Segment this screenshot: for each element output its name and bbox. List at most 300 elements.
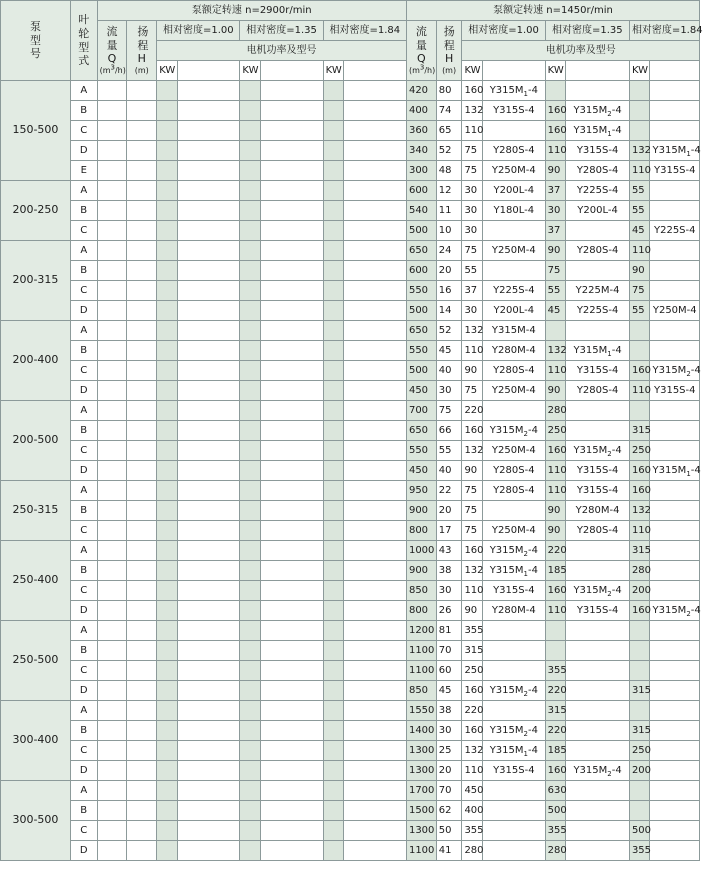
kw-2900-d100-cell	[157, 841, 178, 861]
motor-2900-d100-cell	[177, 521, 240, 541]
head-label: 扬程H	[443, 24, 455, 66]
head-cell: 11	[436, 201, 462, 221]
head-2900-cell	[127, 621, 157, 641]
motor-d135-cell: $Y315M_2-4$	[566, 761, 630, 781]
kw-d135-cell: 280	[545, 401, 566, 421]
flow-cell: 1100	[406, 841, 436, 861]
motor-d100-cell	[482, 661, 545, 681]
impeller-type-cell: A	[70, 401, 97, 421]
head-2900-cell	[127, 301, 157, 321]
motor-2900-d135-cell	[260, 541, 323, 561]
flow-cell: 1550	[406, 701, 436, 721]
motor-d135-cell	[566, 821, 630, 841]
motor-2900-d135-cell	[260, 661, 323, 681]
motor-d184-cell	[650, 341, 700, 361]
motor-2900-d184-cell	[344, 701, 407, 721]
motor-d100-cell: Y280M-4	[482, 601, 545, 621]
flow-cell: 450	[406, 381, 436, 401]
motor-d100-cell: Y250M-4	[482, 241, 545, 261]
flow-unit	[99, 63, 126, 76]
motor-d100-cell: Y280M-4	[482, 341, 545, 361]
motor-d135-cell: Y315S-4	[566, 461, 630, 481]
table-row	[1, 121, 700, 141]
motor-d184-cell	[650, 821, 700, 841]
motor-2900-d100-cell	[177, 741, 240, 761]
kw-2900-d100-cell	[157, 721, 178, 741]
impeller-type-cell: A	[70, 241, 97, 261]
motor-2900-d184-cell	[344, 281, 407, 301]
flow-cell: 500	[406, 361, 436, 381]
kw-2900-d184-cell	[323, 781, 344, 801]
motor-d184-cell	[650, 481, 700, 501]
kw-d135-cell: 315	[545, 701, 566, 721]
flow-2900-cell	[97, 701, 127, 721]
head-cell: 60	[436, 661, 462, 681]
kw-d135-cell: 185	[545, 741, 566, 761]
kw-2900-d100-cell	[157, 661, 178, 681]
motor-d184-cell	[650, 621, 700, 641]
pump-model-cell: 300-500	[1, 781, 71, 861]
density-100-header-1450: 相对密度=1.00	[462, 21, 545, 41]
head-2900-cell	[127, 261, 157, 281]
head-cell: 26	[436, 601, 462, 621]
kw-2900-d100-cell	[157, 401, 178, 421]
kw-d184-cell: 75	[629, 281, 650, 301]
kw-d135-cell: 90	[545, 241, 566, 261]
model-header-blank	[482, 61, 545, 81]
kw-d135-cell: 110	[545, 601, 566, 621]
kw-2900-d184-cell	[323, 421, 344, 441]
motor-d184-cell	[650, 741, 700, 761]
motor-d184-cell: $Y315M_2-4$	[650, 601, 700, 621]
head-2900-cell	[127, 81, 157, 101]
kw-2900-d184-cell	[323, 681, 344, 701]
motor-2900-d184-cell	[344, 541, 407, 561]
head-2900-cell	[127, 601, 157, 621]
kw-2900-d100-cell	[157, 161, 178, 181]
motor-d135-cell: Y225S-4	[566, 181, 630, 201]
motor-2900-d100-cell	[177, 81, 240, 101]
impeller-type-cell: C	[70, 741, 97, 761]
kw-d135-cell: 280	[545, 841, 566, 861]
motor-2900-d184-cell	[344, 501, 407, 521]
kw-d135-cell: 630	[545, 781, 566, 801]
kw-d184-cell: 55	[629, 201, 650, 221]
flow-cell: 1500	[406, 801, 436, 821]
motor-d135-cell	[566, 561, 630, 581]
kw-d184-cell	[629, 781, 650, 801]
kw-d135-cell: 90	[545, 521, 566, 541]
kw-d184-cell: 132	[629, 141, 650, 161]
motor-2900-d184-cell	[344, 321, 407, 341]
head-cell: 30	[436, 381, 462, 401]
flow-2900-cell	[97, 821, 127, 841]
table-row	[1, 661, 700, 681]
head-2900-cell	[127, 161, 157, 181]
motor-2900-d100-cell	[177, 241, 240, 261]
flow-cell: 650	[406, 241, 436, 261]
density-184-header-1450: 相对密度=1.84	[629, 21, 699, 41]
impeller-type-cell: A	[70, 701, 97, 721]
kw-2900-d100-cell	[157, 641, 178, 661]
table-row	[1, 841, 700, 861]
motor-d100-cell: Y200L-4	[482, 301, 545, 321]
motor-2900-d184-cell	[344, 821, 407, 841]
motor-2900-d100-cell	[177, 261, 240, 281]
kw-d184-cell: 280	[629, 561, 650, 581]
motor-d135-cell: $Y315M_2-4$	[566, 101, 630, 121]
kw-d100-cell: 160	[462, 541, 483, 561]
kw-d100-cell: 160	[462, 81, 483, 101]
motor-2900-d135-cell	[260, 341, 323, 361]
kw-d184-cell: 500	[629, 821, 650, 841]
motor-d184-cell	[650, 721, 700, 741]
motor-d135-cell	[566, 421, 630, 441]
flow-cell: 500	[406, 301, 436, 321]
table-row	[1, 201, 700, 221]
motor-d184-cell: $Y315M_2-4$	[650, 361, 700, 381]
impeller-type-cell: B	[70, 421, 97, 441]
head-cell: 17	[436, 521, 462, 541]
kw-2900-d100-cell	[157, 281, 178, 301]
kw-2900-d135-cell	[240, 421, 261, 441]
kw-2900-d184-cell	[323, 81, 344, 101]
kw-d100-cell: 160	[462, 721, 483, 741]
kw-2900-d135-cell	[240, 801, 261, 821]
motor-2900-d100-cell	[177, 141, 240, 161]
head-2900-cell	[127, 321, 157, 341]
kw-d100-cell: 132	[462, 741, 483, 761]
head-cell: 70	[436, 641, 462, 661]
kw-d184-cell: 315	[629, 681, 650, 701]
table-row	[1, 721, 700, 741]
speed-1450-header: 泵额定转速 n=1450r/min	[406, 1, 699, 21]
motor-d135-cell	[566, 81, 630, 101]
motor-d100-cell: Y250M-4	[482, 161, 545, 181]
motor-2900-d135-cell	[260, 201, 323, 221]
impeller-type-cell: D	[70, 601, 97, 621]
motor-d135-cell: Y315S-4	[566, 361, 630, 381]
motor-2900-d100-cell	[177, 161, 240, 181]
motor-2900-d100-cell	[177, 441, 240, 461]
motor-2900-d184-cell	[344, 401, 407, 421]
kw-2900-d100-cell	[157, 741, 178, 761]
kw-2900-d135-cell	[240, 601, 261, 621]
motor-d135-cell: $Y315M_2-4$	[566, 441, 630, 461]
motor-2900-d184-cell	[344, 641, 407, 661]
motor-d135-cell: $Y315M_1-4$	[566, 341, 630, 361]
kw-2900-d100-cell	[157, 561, 178, 581]
model-header-blank	[177, 61, 240, 81]
motor-d184-cell	[650, 241, 700, 261]
motor-2900-d100-cell	[177, 701, 240, 721]
motor-d100-cell	[482, 641, 545, 661]
kw-header: KW	[157, 61, 178, 81]
head-unit: (m)	[134, 66, 149, 76]
motor-d135-cell: Y225M-4	[566, 281, 630, 301]
motor-d184-cell	[650, 561, 700, 581]
motor-d100-cell: Y280S-4	[482, 461, 545, 481]
pump-model-header: 泵型号	[1, 1, 71, 81]
motor-2900-d184-cell	[344, 141, 407, 161]
flow-cell: 400	[406, 101, 436, 121]
head-2900-cell	[127, 821, 157, 841]
kw-2900-d184-cell	[323, 381, 344, 401]
motor-d100-cell: Y250M-4	[482, 441, 545, 461]
flow-unit	[408, 63, 436, 76]
motor-d100-cell: Y250M-4	[482, 381, 545, 401]
motor-2900-d135-cell	[260, 821, 323, 841]
kw-d184-cell	[629, 321, 650, 341]
table-row	[1, 141, 700, 161]
motor-2900-d184-cell	[344, 581, 407, 601]
kw-d135-cell: 250	[545, 421, 566, 441]
kw-d135-cell	[545, 621, 566, 641]
table-row	[1, 361, 700, 381]
head-unit: (m)	[442, 66, 457, 76]
flow-2900-cell	[97, 301, 127, 321]
head-2900-cell	[127, 661, 157, 681]
kw-2900-d135-cell	[240, 661, 261, 681]
kw-2900-d100-cell	[157, 601, 178, 621]
impeller-type-cell: B	[70, 641, 97, 661]
kw-2900-d100-cell	[157, 421, 178, 441]
kw-d184-cell: 45	[629, 221, 650, 241]
motor-2900-d135-cell	[260, 701, 323, 721]
kw-d184-cell: 110	[629, 241, 650, 261]
head-cell: 41	[436, 841, 462, 861]
motor-d184-cell	[650, 201, 700, 221]
motor-d184-cell	[650, 761, 700, 781]
motor-2900-d100-cell	[177, 201, 240, 221]
table-row	[1, 761, 700, 781]
kw-d100-cell: 90	[462, 361, 483, 381]
kw-2900-d135-cell	[240, 641, 261, 661]
kw-header: KW	[462, 61, 483, 81]
kw-d135-cell: 220	[545, 681, 566, 701]
kw-d135-cell: 75	[545, 261, 566, 281]
kw-2900-d100-cell	[157, 201, 178, 221]
flow-2900-cell	[97, 521, 127, 541]
kw-d135-cell: 90	[545, 161, 566, 181]
head-cell: 50	[436, 821, 462, 841]
kw-d184-cell: 90	[629, 261, 650, 281]
impeller-type-cell: B	[70, 201, 97, 221]
motor-2900-d100-cell	[177, 361, 240, 381]
head-2900-cell	[127, 741, 157, 761]
motor-d100-cell: $Y315M_1-4$	[482, 561, 545, 581]
kw-d100-cell: 280	[462, 841, 483, 861]
kw-d100-cell: 37	[462, 281, 483, 301]
kw-2900-d135-cell	[240, 741, 261, 761]
flow-cell: 600	[406, 181, 436, 201]
flow-2900-cell	[97, 541, 127, 561]
kw-2900-d135-cell	[240, 461, 261, 481]
head-cell: 70	[436, 781, 462, 801]
impeller-type-cell: B	[70, 341, 97, 361]
motor-d100-cell: Y315S-4	[482, 101, 545, 121]
flow-2900-cell	[97, 441, 127, 461]
head-cell: 45	[436, 681, 462, 701]
flow-2900-cell	[97, 381, 127, 401]
motor-d100-cell: Y200L-4	[482, 181, 545, 201]
kw-d184-cell: 250	[629, 741, 650, 761]
model-header-blank	[566, 61, 630, 81]
motor-d184-cell	[650, 781, 700, 801]
flow-cell: 900	[406, 501, 436, 521]
motor-d184-cell	[650, 681, 700, 701]
motor-d135-cell: Y280S-4	[566, 521, 630, 541]
motor-2900-d135-cell	[260, 361, 323, 381]
kw-2900-d135-cell	[240, 201, 261, 221]
flow-2900-cell	[97, 261, 127, 281]
kw-2900-d135-cell	[240, 821, 261, 841]
motor-2900-d184-cell	[344, 101, 407, 121]
kw-2900-d184-cell	[323, 461, 344, 481]
table-row	[1, 821, 700, 841]
motor-d135-cell	[566, 221, 630, 241]
table-row	[1, 701, 700, 721]
motor-2900-d135-cell	[260, 121, 323, 141]
kw-d100-cell: 355	[462, 621, 483, 641]
head-cell: 20	[436, 501, 462, 521]
flow-2900-cell	[97, 721, 127, 741]
flow-2900-cell	[97, 101, 127, 121]
kw-2900-d184-cell	[323, 841, 344, 861]
head-2900-cell	[127, 561, 157, 581]
flow-label: 流量Q	[415, 24, 427, 66]
motor-d100-cell	[482, 261, 545, 281]
kw-d100-cell: 220	[462, 401, 483, 421]
kw-d184-cell: 250	[629, 441, 650, 461]
motor-2900-d184-cell	[344, 781, 407, 801]
kw-d100-cell: 315	[462, 641, 483, 661]
motor-2900-d184-cell	[344, 181, 407, 201]
head-cell: 24	[436, 241, 462, 261]
flow-cell: 900	[406, 561, 436, 581]
kw-d100-cell: 30	[462, 201, 483, 221]
table-body	[1, 81, 700, 861]
kw-2900-d100-cell	[157, 381, 178, 401]
head-2900-cell	[127, 181, 157, 201]
motor-d100-cell	[482, 221, 545, 241]
kw-2900-d135-cell	[240, 701, 261, 721]
motor-d184-cell	[650, 521, 700, 541]
kw-d135-cell: 160	[545, 581, 566, 601]
kw-2900-d184-cell	[323, 161, 344, 181]
pump-model-cell: 250-315	[1, 481, 71, 541]
kw-d184-cell	[629, 121, 650, 141]
motor-2900-d100-cell	[177, 641, 240, 661]
motor-d135-cell	[566, 401, 630, 421]
flow-cell: 800	[406, 601, 436, 621]
flow-2900-cell	[97, 801, 127, 821]
motor-d184-cell	[650, 101, 700, 121]
flow-cell: 800	[406, 521, 436, 541]
motor-2900-d135-cell	[260, 681, 323, 701]
kw-2900-d135-cell	[240, 181, 261, 201]
kw-d135-cell: 45	[545, 301, 566, 321]
motor-d135-cell	[566, 661, 630, 681]
head-cell: 75	[436, 401, 462, 421]
motor-2900-d100-cell	[177, 221, 240, 241]
impeller-type-cell: D	[70, 681, 97, 701]
head-2900-cell	[127, 141, 157, 161]
motor-2900-d184-cell	[344, 841, 407, 861]
kw-2900-d100-cell	[157, 141, 178, 161]
kw-d100-cell: 75	[462, 381, 483, 401]
motor-d135-cell	[566, 801, 630, 821]
motor-2900-d100-cell	[177, 621, 240, 641]
table-row	[1, 641, 700, 661]
kw-2900-d100-cell	[157, 621, 178, 641]
kw-2900-d184-cell	[323, 561, 344, 581]
motor-d135-cell: $Y315M_1-4$	[566, 121, 630, 141]
motor-d100-cell	[482, 841, 545, 861]
kw-d100-cell: 75	[462, 481, 483, 501]
flow-unit-rest: /h)	[424, 66, 436, 76]
motor-d135-cell	[566, 641, 630, 661]
flow-cell: 1100	[406, 661, 436, 681]
kw-d100-cell: 110	[462, 761, 483, 781]
flow-cell: 700	[406, 401, 436, 421]
impeller-header: 叶轮型式	[70, 1, 97, 81]
table-row	[1, 421, 700, 441]
kw-d135-cell: 30	[545, 201, 566, 221]
motor-d184-cell: Y315S-4	[650, 161, 700, 181]
head-2900-cell	[127, 581, 157, 601]
motor-2900-d184-cell	[344, 801, 407, 821]
motor-2900-d135-cell	[260, 641, 323, 661]
flow-cell: 360	[406, 121, 436, 141]
kw-2900-d184-cell	[323, 221, 344, 241]
kw-2900-d135-cell	[240, 381, 261, 401]
kw-d100-cell: 75	[462, 501, 483, 521]
motor-d100-cell: Y315M-4	[482, 321, 545, 341]
motor-d135-cell	[566, 541, 630, 561]
kw-2900-d184-cell	[323, 341, 344, 361]
kw-d100-cell: 132	[462, 561, 483, 581]
impeller-type-cell: C	[70, 361, 97, 381]
table-row	[1, 381, 700, 401]
flow-2900-cell	[97, 361, 127, 381]
table-row	[1, 221, 700, 241]
head-2900-cell	[127, 281, 157, 301]
motor-2900-d135-cell	[260, 521, 323, 541]
head-2900-cell	[127, 461, 157, 481]
motor-d184-cell	[650, 581, 700, 601]
head-2900-cell	[127, 221, 157, 241]
impeller-type-cell: B	[70, 561, 97, 581]
flow-unit-sup: 3	[419, 63, 425, 72]
motor-2900-d100-cell	[177, 401, 240, 421]
impeller-type-cell: D	[70, 381, 97, 401]
kw-d135-cell: 55	[545, 281, 566, 301]
kw-d135-cell: 37	[545, 221, 566, 241]
motor-2900-d100-cell	[177, 661, 240, 681]
head-cell: 22	[436, 481, 462, 501]
motor-d184-cell	[650, 261, 700, 281]
table-row	[1, 321, 700, 341]
head-header-2900	[127, 21, 157, 81]
flow-cell: 600	[406, 261, 436, 281]
motor-d135-cell	[566, 721, 630, 741]
impeller-type-cell: B	[70, 101, 97, 121]
kw-2900-d100-cell	[157, 241, 178, 261]
flow-2900-cell	[97, 321, 127, 341]
kw-2900-d184-cell	[323, 801, 344, 821]
motor-d100-cell	[482, 401, 545, 421]
